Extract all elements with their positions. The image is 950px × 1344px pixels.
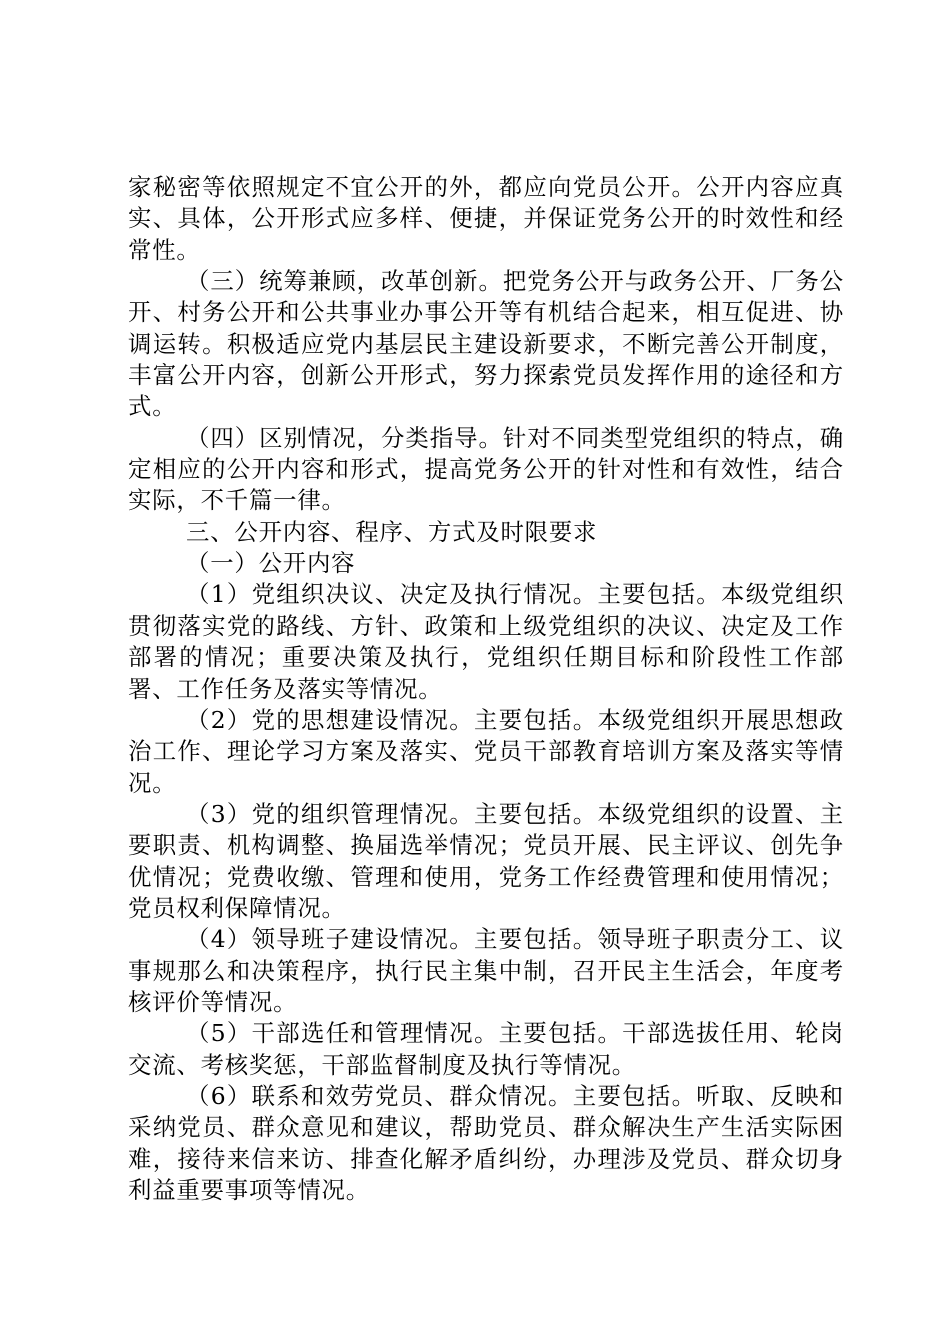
paragraph-item-5: （5）干部选任和管理情况。主要包括。干部选拔任用、轮岗交流、考核奖惩，干部监督制度及执行等情况。 <box>128 1019 844 1079</box>
section-heading-three: 三、公开内容、程序、方式及时限要求 <box>186 517 598 546</box>
paragraph-item-3: （3）党的组织管理情况。主要包括。本级党组织的设置、主要职责、机构调整、换届选举情况；党员开展、民主评议、创先争优情况；党费收缴、管理和使用，党务工作经费管理和使用情况；党员权利保障情况。 <box>128 799 844 922</box>
paragraph-item-6: （6）联系和效劳党员、群众情况。主要包括。听取、反映和采纳党员、群众意见和建议，帮助党员、群众解决生产生活实际困难，接待来信来访、排查化解矛盾纠纷，办理涉及党员、群众切身利益重要事项等情况。 <box>128 1081 844 1204</box>
subsection-heading-one: （一）公开内容 <box>186 549 356 578</box>
document-body <box>128 172 844 1206</box>
paragraph-item-1: （1）党组织决议、决定及执行情况。主要包括。本级党组织贯彻落实党的路线、方针、政策和上级党组织的决议、决定及工作部署的情况；重要决策及执行，党组织任期目标和阶段性工作部署、工作任务及落实等情况。 <box>128 580 844 703</box>
paragraph-item-4: （4）领导班子建设情况。主要包括。领导班子职责分工、议事规那么和决策程序，执行民主集中制，召开民主生活会，年度考核评价等情况。 <box>128 925 844 1016</box>
paragraph-item-2: （2）党的思想建设情况。主要包括。本级党组织开展思想政治工作、理论学习方案及落实、党员干部教育培训方案及落实等情况。 <box>128 705 844 797</box>
paragraph-continuation: 家秘密等依照规定不宜公开的外，都应向党员公开。公开内容应真实、具体，公开形式应多样、便捷，并保证党务公开的时效性和经常性。 <box>128 173 844 264</box>
paragraph-principle-four: （四）区别情况，分类指导。针对不同类型党组织的特点，确定相应的公开内容和形式，提高党务公开的针对性和有效性，结合实际，不千篇一律。 <box>128 423 844 515</box>
paragraph-principle-three: （三）统筹兼顾，改革创新。把党务公开与政务公开、厂务公开、村务公开和公共事业办事公开等有机结合起来，相互促进、协调运转。积极适应党内基层民主建设新要求，不断完善公开制度，丰富公开内容，创新公开形式，努力探索党员发挥作用的途径和方式。 <box>128 267 844 421</box>
